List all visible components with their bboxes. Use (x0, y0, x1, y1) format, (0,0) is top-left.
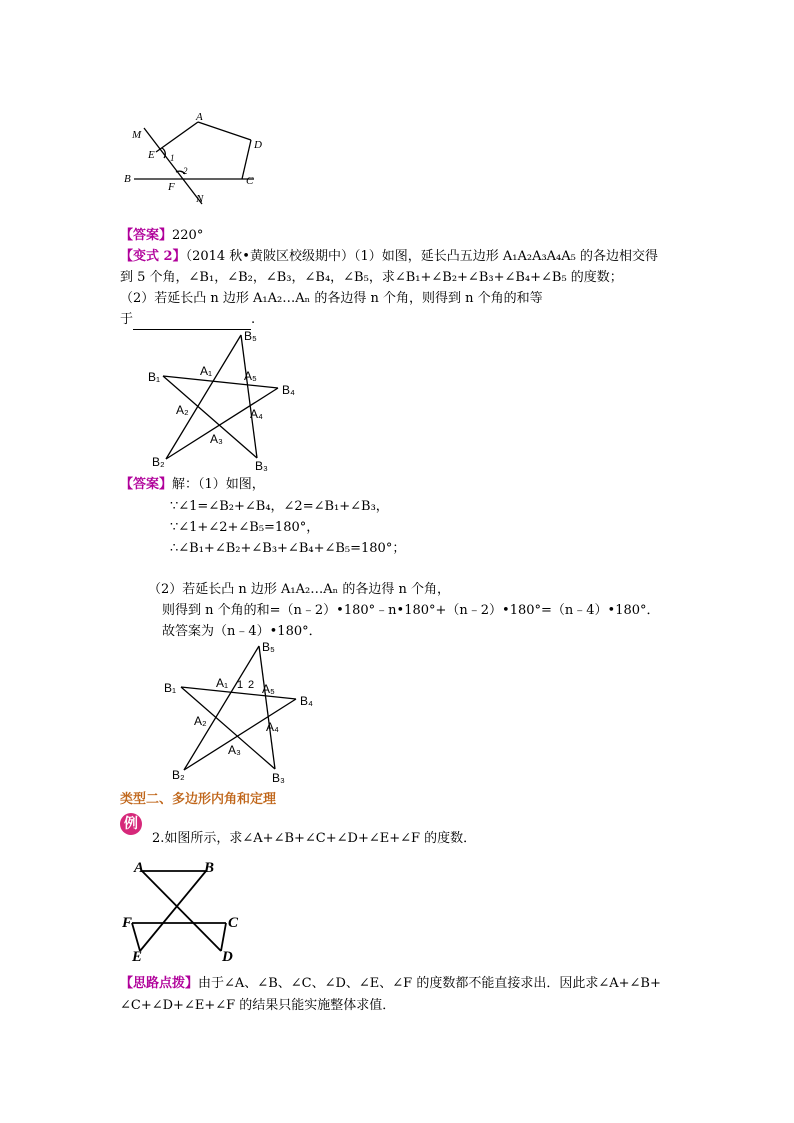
label-b5: B₅ (244, 329, 257, 343)
variant2-text-1: （2014 秋•黄陂区校级期中）（1）如图，延长凸五边形 A₁A₂A₃A₄A₅ 的各边相交得 (185, 249, 658, 264)
segment-dc (242, 140, 251, 179)
star-edge-b5-b3 (241, 335, 257, 458)
label-a3: A₃ (228, 743, 241, 757)
figure-pentagon-transversal (118, 108, 278, 208)
example-badge: 例 (120, 813, 142, 835)
answer-2-step1: ∵∠1=∠B₂+∠B₄，∠2=∠B₁+∠B₃， (170, 499, 389, 514)
segment-ad (198, 122, 251, 140)
answer-2-intro-text: 解：（1）如图， (172, 477, 265, 492)
star2-edge-b2-b5 (184, 646, 259, 770)
label-angle-1: 1 (170, 153, 175, 163)
star-edge-b2-b4 (166, 388, 278, 459)
answer-2-part2-b: 则得到 n 个角的和=（n﹣2）•180°﹣n•180°+（n﹣2）•180°=（n﹣4）•180°． (162, 603, 660, 618)
label-angle-1: 1 (237, 679, 244, 691)
label-a5: A₅ (262, 682, 275, 696)
label-e: E (132, 949, 143, 965)
star2-edge-b2-b4 (184, 699, 296, 770)
segment-cd (221, 923, 226, 951)
hint-line1 (120, 974, 661, 994)
section-heading-type2: 类型二、多边形内角和定理 (120, 792, 277, 807)
segment-be (140, 871, 206, 951)
label-b1: B₁ (164, 681, 177, 695)
variant-tag: 【变式 2】 (120, 249, 186, 264)
answer-2-part2-c: 故答案为（n﹣4）•180°． (162, 624, 322, 639)
variant2-line4 (120, 310, 255, 330)
answer-1 (120, 226, 203, 246)
label-b3: B₃ (272, 771, 285, 785)
star2-edge-b5-b3 (259, 646, 275, 769)
example-2-question: 2.如图所示，求∠A+∠B+∠C+∠D+∠E+∠F 的度数． (152, 831, 477, 846)
label-m: M (132, 129, 142, 141)
label-a: A (196, 111, 203, 123)
segment-ad (142, 871, 221, 951)
label-d: D (222, 949, 233, 965)
label-b2: B₂ (172, 768, 185, 782)
variant2-suffix: . (251, 312, 256, 327)
label-b: B (124, 173, 131, 185)
label-b4: B₄ (300, 694, 313, 708)
figure-star-2 (158, 637, 328, 785)
label-n: N (196, 193, 204, 205)
answer-2-intro (120, 475, 265, 495)
label-a1: A₁ (216, 676, 229, 690)
answer-1-value: 220° (172, 228, 204, 243)
label-angle-2: 2 (248, 679, 255, 691)
label-c: C (246, 175, 254, 187)
answer-2-part2-a: （2）若延长凸 n 边形 A₁A₂…Aₙ 的各边得 n 个角， (148, 582, 451, 597)
answer-tag: 【答案】 (120, 228, 173, 243)
figure-crossing-triangles (118, 855, 248, 965)
variant2-line1 (120, 247, 658, 267)
label-a5: A₅ (244, 369, 257, 383)
label-b5: B₅ (262, 640, 275, 654)
answer-2-step3: ∴∠B₁+∠B₂+∠B₃+∠B₄+∠B₅=180°； (170, 541, 406, 556)
variant2-line2: 到 5 个角，∠B₁，∠B₂，∠B₃，∠B₄，∠B₅，求∠B₁+∠B₂+∠B₃+∠B₄+∠B₅ 的度数； (120, 270, 623, 285)
label-e: E (148, 149, 155, 161)
label-c: C (228, 915, 239, 931)
variant2-prefix: 于 (120, 312, 134, 327)
label-a: A (134, 860, 145, 876)
label-d: D (254, 139, 262, 151)
label-a4: A₄ (250, 407, 263, 421)
hint-text-1: 由于∠A、∠B、∠C、∠D、∠E、∠F 的度数都不能直接求出．因此求∠A+∠B+ (198, 976, 661, 991)
label-a1: A₁ (200, 364, 213, 378)
star-edge-b2-b5 (166, 335, 241, 459)
label-b4: B₄ (282, 383, 295, 397)
label-b: B (204, 860, 215, 876)
label-a2: A₂ (176, 403, 189, 417)
label-a3: A₃ (210, 432, 223, 446)
answer-tag: 【答案】 (120, 477, 173, 492)
variant2-line3: （2）若延长凸 n 边形 A₁A₂…Aₙ 的各边得 n 个角，则得到 n 个角的和等 (120, 291, 543, 306)
hint-line2: ∠C+∠D+∠E+∠F 的结果只能实施整体求值． (120, 998, 396, 1013)
segment-fe (132, 923, 140, 951)
star-edge-b1-b4 (163, 376, 278, 388)
label-b1: B₁ (148, 370, 161, 384)
label-a4: A₄ (266, 720, 279, 734)
label-f: F (122, 915, 133, 931)
label-a2: A₂ (194, 714, 207, 728)
label-b3: B₃ (255, 459, 268, 473)
figure-star-1 (140, 328, 310, 473)
label-b2: B₂ (152, 455, 165, 469)
segment-ea (156, 122, 198, 152)
label-f: F (168, 181, 175, 193)
hint-tag: 【思路点拨】 (120, 976, 199, 991)
answer-2-step2: ∵∠1+∠2+∠B₅=180°， (170, 520, 320, 535)
label-angle-2: 2 (183, 166, 188, 176)
